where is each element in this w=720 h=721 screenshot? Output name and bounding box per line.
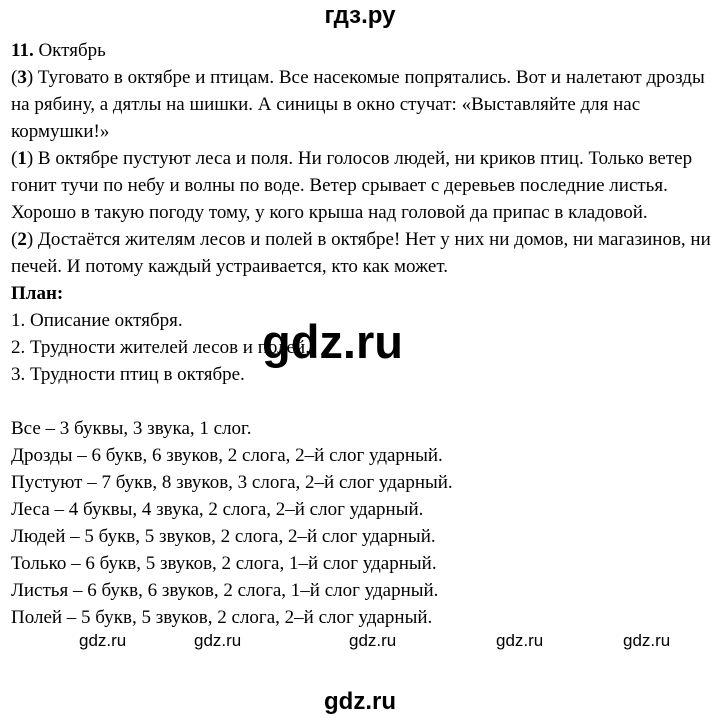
paragraph: (1) В октябре пустуют леса и поля. Ни голосов людей, ни криков птиц. Только ветер гонит тучи по небу и волны по воде. Ветер срывает с деревьев последние листья. Хорошо в такую погоду тому, у кого крыша над головой да припас в кладовой. — [11, 148, 693, 223]
paragraph: (3) Туговато в октябре и птицам. Все насекомые попрятались. Вот и налетают дрозды на рябину, а дятлы на шишки. А синицы в окно стучат: «Выставляйте для нас кормушки!» — [11, 67, 705, 142]
plan-heading: План: — [11, 283, 64, 304]
analysis-line: Только – 6 букв, 5 звуков, 2 слога, 1–й слог ударный. — [11, 553, 437, 574]
exercise-number: 11. — [11, 40, 34, 61]
watermark-large: gdz.ru — [262, 315, 403, 368]
paragraph-number: 2 — [17, 229, 27, 250]
paragraph-text: В октябре пустуют леса и поля. Ни голосов людей, ни криков птиц. Только ветер гонит тучи по небу и волны по воде. Ветер срывает с деревьев последние листья. Хорошо в такую погоду тому, у кого крыша над головой да припас в кладовой. — [11, 148, 693, 223]
plan-item: 2. Трудности жителей лесов и полей. — [11, 337, 310, 358]
analysis-line: Пустуют – 7 букв, 8 звуков, 3 слога, 2–й слог ударный. — [11, 472, 453, 493]
paragraph-number: 1 — [17, 148, 27, 169]
analysis-line: Полей – 5 букв, 5 звуков, 2 слога, 2–й слог ударный. — [11, 607, 433, 628]
analysis-line: Людей – 5 букв, 5 звуков, 2 слога, 2–й слог ударный. — [11, 526, 436, 547]
analysis-line: Дрозды – 6 букв, 6 звуков, 2 слога, 2–й слог ударный. — [11, 445, 443, 466]
watermark-small: gdz.ru — [194, 631, 242, 650]
analysis-line: Листья – 6 букв, 6 звуков, 2 слога, 1–й слог ударный. — [11, 580, 439, 601]
watermark-small: gdz.ru — [79, 631, 127, 650]
paragraph: (2) Достаётся жителям лесов и полей в октябре! Нет у них ни домов, ни магазинов, ни печей. И потому каждый устраивается, кто как может. — [11, 229, 711, 277]
plan-item: 1. Описание октября. — [11, 310, 183, 331]
site-footer: gdz.ru — [324, 688, 396, 715]
paragraph-text: Туговато в октябре и птицам. Все насекомые попрятались. Вот и налетают дрозды на рябину, а дятлы на шишки. А синицы в окно стучат: «Выставляйте для нас кормушки!» — [11, 67, 705, 142]
watermark-small: gdz.ru — [349, 631, 397, 650]
plan-item: 3. Трудности птиц в октябре. — [11, 364, 245, 385]
site-header: гдз.ру — [324, 2, 396, 29]
spacer — [11, 388, 711, 415]
analysis-line: Леса – 4 буквы, 4 звука, 2 слога, 2–й слог ударный. — [11, 499, 424, 520]
exercise-title-text: Октябрь — [38, 40, 106, 61]
exercise-title — [11, 37, 711, 64]
watermark-small: gdz.ru — [496, 631, 544, 650]
paragraph-number: 3 — [17, 67, 27, 88]
paragraph-text: Достаётся жителям лесов и полей в октябре! Нет у них ни домов, ни магазинов, ни печей. И потому каждый устраивается, кто как может. — [11, 229, 711, 277]
watermark-small: gdz.ru — [623, 631, 671, 650]
analysis-line: Все – 3 буквы, 3 звука, 1 слог. — [11, 418, 252, 439]
